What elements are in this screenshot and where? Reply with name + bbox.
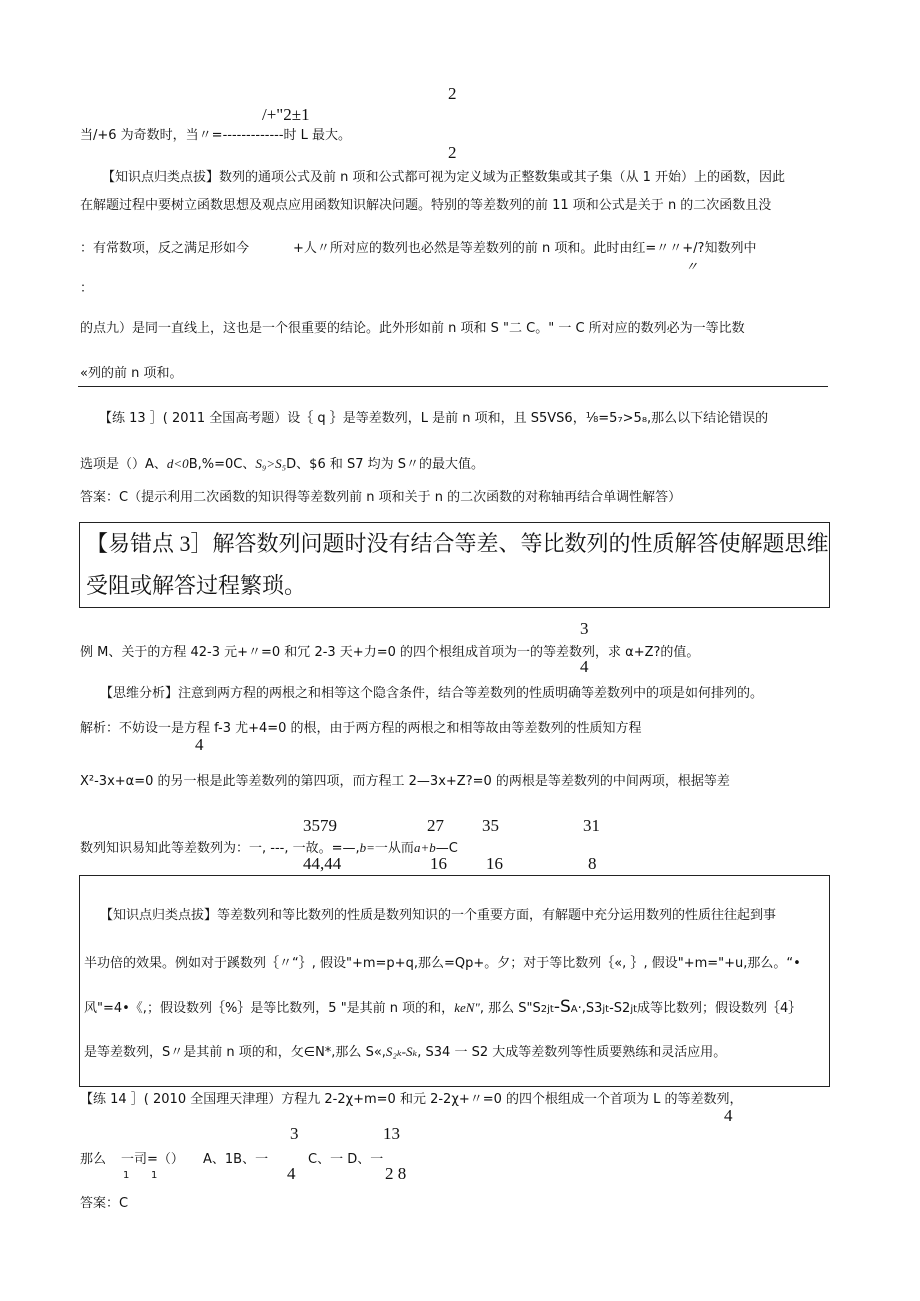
exercise-14-options-c: A、1B、一 [203, 1152, 269, 1167]
solution-line-3 [80, 840, 458, 857]
numerators-d: 31 [583, 816, 600, 835]
exercise-14-options-a: 那么 [80, 1152, 107, 1167]
numerators-c: 35 [482, 816, 499, 835]
k2-3h: jt [602, 1004, 610, 1015]
solution-3e: —C [435, 841, 458, 856]
option-d: D、$6 和 S7 均为 S〃的最大值。 [286, 457, 485, 472]
k2-3b: keN" [454, 1000, 480, 1015]
exercise-14-den-28: 2 8 [385, 1164, 407, 1183]
k2-3g: ·,S3 [577, 1001, 603, 1016]
exercise-14-options-d: C、一 D、一 [308, 1152, 384, 1167]
k2-3f: A [570, 1004, 578, 1015]
exercise-13-options [80, 456, 484, 473]
knowledge-line-2: 在解题过程中要树立函数思想及观点应用函数知识解决问题。特别的等差数列的前 11 项和公式是关于 n 的二次函数且没 [80, 198, 772, 213]
example-fraction-bottom: 4 [580, 657, 589, 676]
knowledge-line-1: 【知识点归类点拔】数列的通项公式及前 n 项和公式都可视为定义域为正整数集或其子集（从 1 开始）上的函数，因此 [102, 170, 786, 185]
exercise-14-num-3: 3 [290, 1124, 299, 1143]
k2-4a: 是等差数列，S〃是其前 n 项的和，攵∈N*,那么 S«, [84, 1045, 386, 1060]
exercise-14-num-13: 13 [383, 1124, 400, 1143]
solution-line-1: 解析：不妨设一是方程 f-3 尤+4=0 的根，由于两方程的两根之和相等故由等差数列的性质知方程 [80, 721, 642, 736]
k2-4c: , S34 一 S2 大成等差数列等性质要熟练和灵活应用。 [417, 1045, 727, 1060]
options-label: 选项是（）A、 [80, 457, 167, 472]
k2-3e: -S [553, 997, 571, 1017]
fraction-denominator-2: 2 [448, 143, 457, 162]
solution-3b: b= [359, 840, 375, 855]
solution-num-4: 4 [195, 735, 204, 754]
heading-line-2: 受阻或解答过程繁琐。 [86, 573, 307, 598]
example-fraction-top: 3 [580, 619, 589, 638]
k2-3d: 2jt [540, 1004, 554, 1015]
solution-3d: a+b [413, 840, 436, 855]
knowledge2-line-1: 【知识点归类点拔】等差数列和等比数列的性质是数列知识的一个重要方面，有解题中充分运用数列的性质往往起到事 [100, 908, 777, 923]
exercise-14-options-b: 一司=（） [121, 1152, 184, 1167]
denominators-a: 44,44 [303, 854, 342, 873]
option-a-math: d<0 [166, 456, 189, 471]
denominators-c: 16 [486, 854, 503, 873]
knowledge2-line-2: 半功倍的效果。例如对于蹊数列｛〃“｝, 假设"+m=p+q,那么=Qp+。夕；对于等比数列｛«, ｝, 假设"+m="+u,那么。“• [84, 956, 801, 971]
k2-3a: 风"=4•《,；假设数列｛%｝是等比数列，5 "是其前 n 项的和， [84, 1001, 455, 1016]
solution-3c: 一从而 [374, 841, 414, 856]
knowledge-line-3b: +人〃所对应的数列也必然是等差数列的前 n 项和。此时由红=〃〃+/?知数列中 [293, 241, 757, 256]
solution-3a: 数列知识易知此等差数列为：一, ---, 一故。=—, [80, 841, 360, 856]
k2-4b: S₂ₖ-Sₖ [385, 1044, 418, 1059]
knowledge-line-6: «列的前 n 项和。 [80, 366, 183, 381]
heading-line-1: 【易错点 3］解答数列问题时没有结合等差、等比数列的性质解答使解题思维 [86, 531, 829, 556]
k2-3j: jt [630, 1004, 638, 1015]
numerators-a: 3579 [303, 816, 337, 835]
k2-3i: -S2 [609, 1001, 631, 1016]
numerators-b: 27 [427, 816, 444, 835]
exercise-13-question: 【练 13 ］( 2011 全国高考题）设｛ q ｝是等差数列，L 是前 n 项和，且 S5VS6，⅛=5₇>5₈,那么以下结论错误的 [99, 411, 769, 426]
example-question: 例 M、关于的方程 42-3 元+〃=0 和冗 2-3 天+力=0 的四个根组成首项为一的等差数列，求 α+Z?的值。 [80, 645, 700, 660]
knowledge-line-4: ： [80, 281, 94, 296]
text-line: 当/+6 为奇数时，当〃=-------------时 L 最大。 [80, 128, 352, 143]
knowledge-line-3c: 〃 [685, 260, 699, 275]
k2-3k: 成等比数列；假设数列｛4｝ [637, 1001, 802, 1016]
exercise-14-den-4: 4 [287, 1164, 296, 1183]
formula-expression: /+"2±1 [262, 105, 310, 124]
exercise-14-answer: 答案：C [80, 1196, 129, 1211]
exercise-14-question: 【练 14 ］( 2010 全国理天津理）方程九 2-2χ+m=0 和元 2-2χ+〃=0 的四个根组成一个首项为 L 的等差数列， [80, 1092, 743, 1107]
option-c-math: S₉>S₅ [255, 456, 287, 471]
exercise-13-answer: 答案：C（提示利用二次函数的知识得等差数列前 n 项和关于 n 的二次函数的对称轴再结合单调性解答） [80, 490, 682, 505]
knowledge2-line-4 [84, 1044, 726, 1061]
exercise-14-sub-1a: 1 [123, 1170, 130, 1181]
solution-line-2: X²-3x+α=0 的另一根是此等差数列的第四项，而方程工 2—3x+Z?=0 的两根是等差数列的中间两项，根据等差 [80, 774, 730, 789]
denominators-b: 16 [430, 854, 447, 873]
exercise-14-sub-1b: 1 [151, 1170, 158, 1181]
knowledge-line-5: 的点九）是同一直线上，这也是一个很重要的结论。此外形如前 n 项和 S "二 C。" 一 C 所对应的数列必为一等比数 [80, 321, 745, 336]
thinking-analysis: 【思维分析】注意到两方程的两根之和相等这个隐含条件，结合等差数列的性质明确等差数列中的项是如何排列的。 [100, 686, 764, 701]
denominators-d: 8 [588, 854, 597, 873]
divider-line [78, 386, 828, 387]
k2-3c: , 那么 S"S [479, 1001, 541, 1016]
fraction-numerator-2: 2 [448, 84, 457, 103]
knowledge-line-3a: ：有常数项，反之满足形如今 [80, 241, 250, 256]
option-b: B,%=0C、 [188, 457, 256, 472]
exercise-14-num-4: 4 [724, 1106, 733, 1125]
knowledge2-line-3 [84, 999, 801, 1018]
